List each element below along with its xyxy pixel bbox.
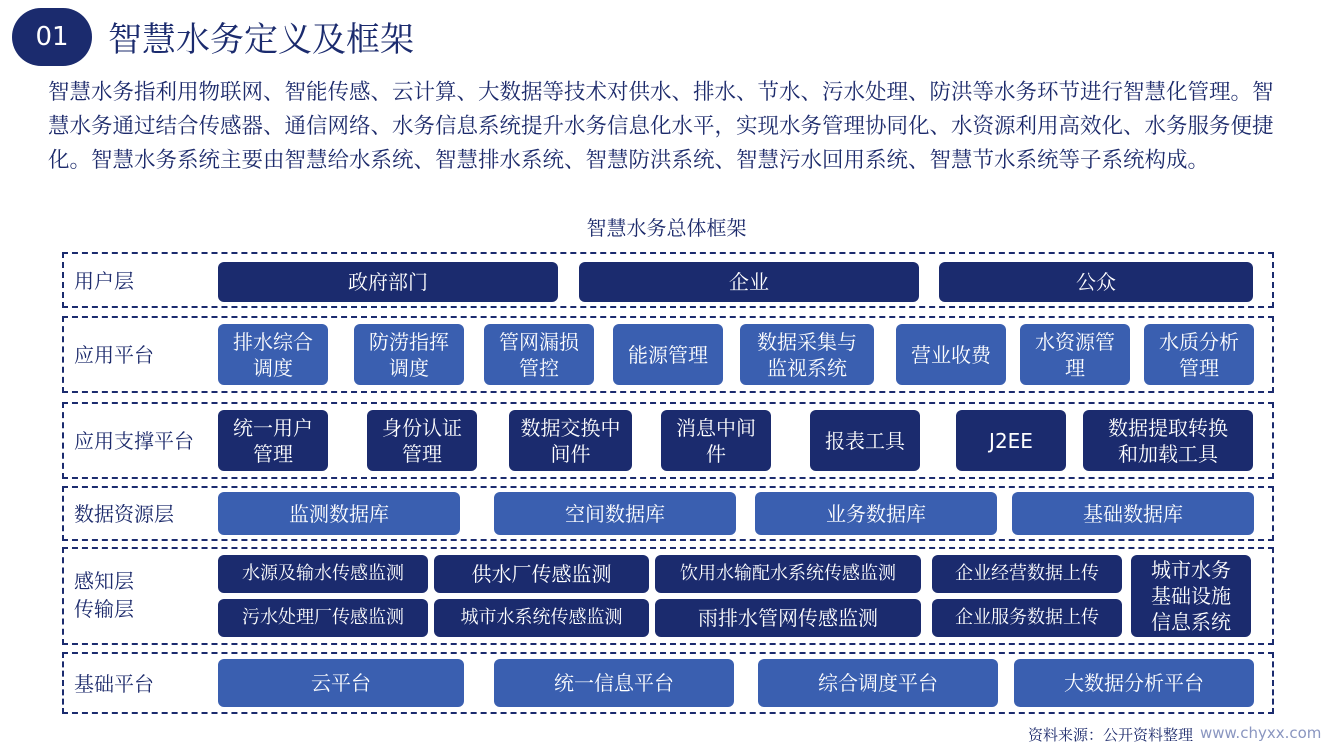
layer-user	[62, 252, 1274, 308]
layer-label-sense-1: 感知层	[74, 569, 134, 593]
sense-item: 企业经营数据上传	[932, 555, 1122, 593]
support-item: J2EE	[956, 410, 1066, 471]
layer-label-user: 用户层	[74, 269, 134, 293]
layer-label-app: 应用平台	[74, 343, 154, 367]
sense-item: 水源及输水传感监测	[218, 555, 428, 593]
app-item: 营业收费	[896, 324, 1006, 385]
base-item: 综合调度平台	[758, 659, 998, 707]
source-note: 资料来源：公开资料整理	[1027, 726, 1193, 744]
app-item: 防涝指挥调度	[354, 324, 464, 385]
app-item: 排水综合调度	[218, 324, 328, 385]
app-item: 水质分析管理	[1144, 324, 1254, 385]
base-item: 统一信息平台	[494, 659, 734, 707]
framework-title: 智慧水务总体框架	[586, 216, 747, 240]
layer-base	[62, 652, 1274, 714]
sense-item: 企业服务数据上传	[932, 599, 1122, 637]
sense-item: 供水厂传感监测	[434, 555, 649, 593]
layer-data	[62, 486, 1274, 541]
app-item: 数据采集与监视系统	[740, 324, 874, 385]
support-item: 身份认证管理	[367, 410, 477, 471]
site-url: www.chyxx.com	[1200, 724, 1322, 742]
layer-sense	[62, 547, 1274, 645]
base-item: 大数据分析平台	[1014, 659, 1254, 707]
data-item: 监测数据库	[218, 492, 460, 535]
user-item: 公众	[939, 262, 1253, 302]
layer-support	[62, 402, 1274, 479]
sense-item: 城市水系统传感监测	[434, 599, 649, 637]
sense-item: 城市水务基础设施信息系统	[1131, 555, 1251, 637]
layer-label-data: 数据资源层	[74, 502, 174, 526]
app-item: 管网漏损管控	[484, 324, 594, 385]
sense-item: 饮用水输配水系统传感监测	[655, 555, 921, 593]
user-item: 政府部门	[218, 262, 558, 302]
layer-label-sense-2: 传输层	[74, 597, 134, 621]
app-item: 能源管理	[613, 324, 723, 385]
support-item: 数据交换中间件	[509, 410, 632, 471]
data-item: 基础数据库	[1012, 492, 1254, 535]
app-item: 水资源管理	[1020, 324, 1130, 385]
page-title: 智慧水务定义及框架	[108, 20, 414, 60]
support-item: 报表工具	[810, 410, 920, 471]
data-item: 业务数据库	[755, 492, 997, 535]
layer-app	[62, 316, 1274, 393]
support-item: 统一用户管理	[218, 410, 328, 471]
sense-item: 污水处理厂传感监测	[218, 599, 428, 637]
sense-item: 雨排水管网传感监测	[655, 599, 921, 637]
section-number-badge	[12, 8, 92, 66]
base-item: 云平台	[218, 659, 464, 707]
layer-label-base: 基础平台	[74, 672, 154, 696]
data-item: 空间数据库	[494, 492, 736, 535]
support-item: 数据提取转换和加载工具	[1083, 410, 1253, 471]
support-item: 消息中间件	[661, 410, 771, 471]
section-number: 01	[35, 22, 69, 52]
layer-label-support: 应用支撑平台	[74, 429, 194, 453]
user-item: 企业	[579, 262, 919, 302]
intro-paragraph: 智慧水务指利用物联网、智能传感、云计算、大数据等技术对供水、排水、节水、污水处理、防洪等水务环节进行智慧化管理。智慧水务通过结合传感器、通信网络、水务信息系统提升水务信息化水平，实现水务管理协同化、水资源利用高效化、水务服务便捷化。智慧水务系统主要由智慧给水系统、智慧排水系统、智慧防洪系统、智慧污水回用系统、智慧节水系统等子系统构成。	[48, 80, 1274, 173]
